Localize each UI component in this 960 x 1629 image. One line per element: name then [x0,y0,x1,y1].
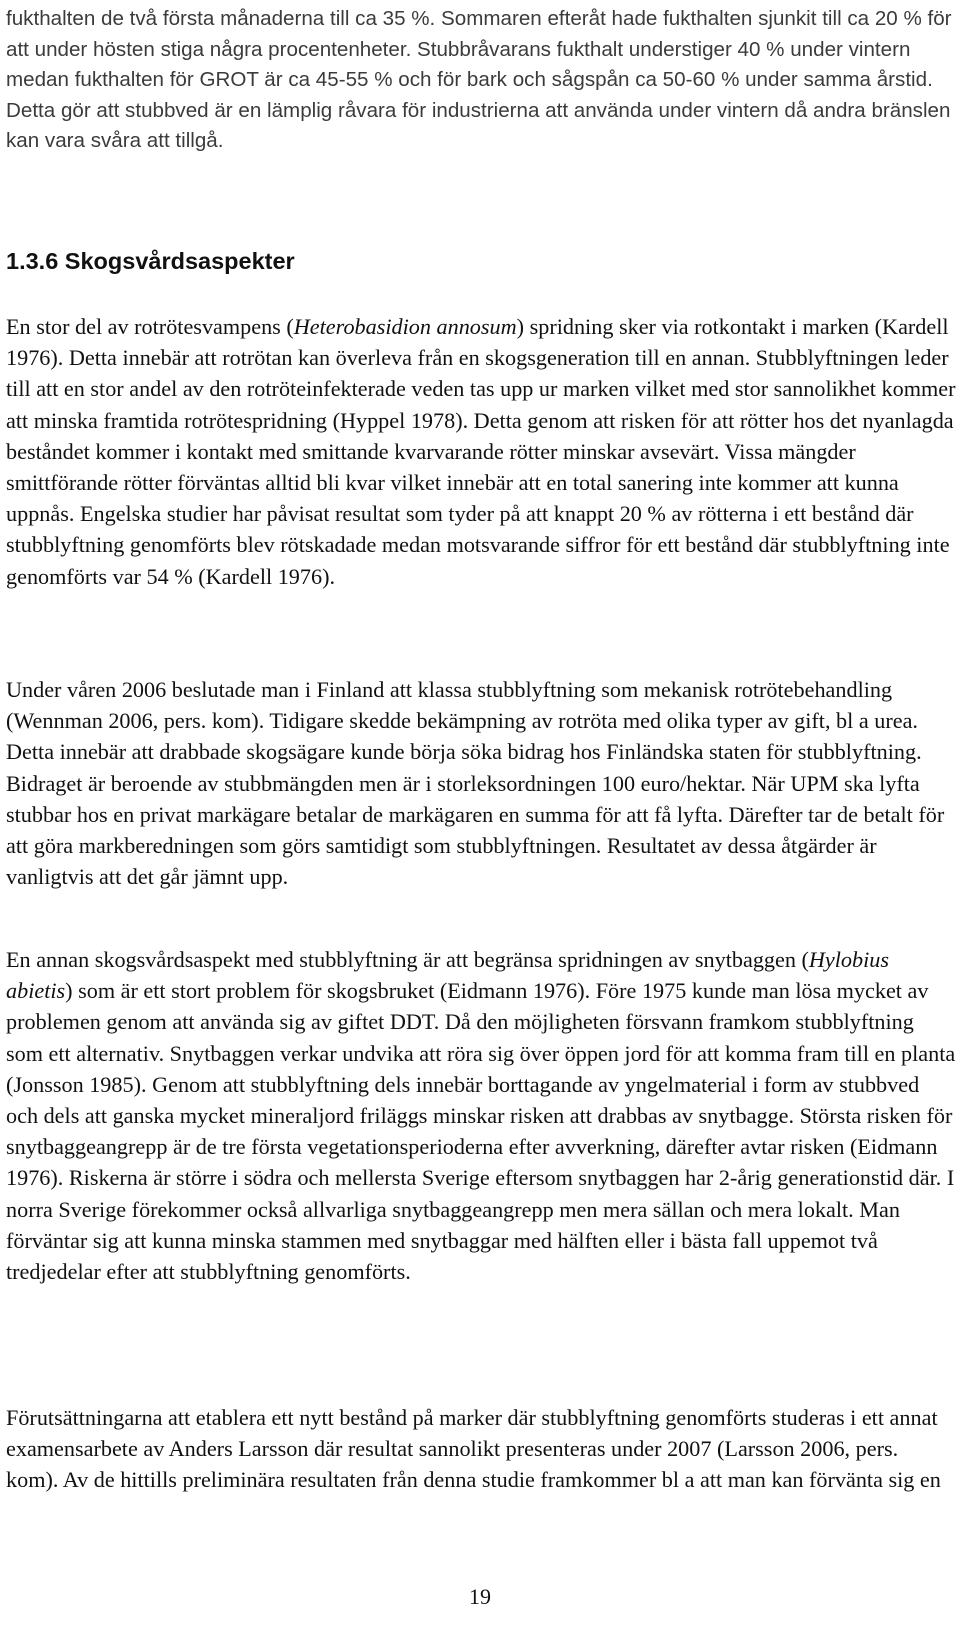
paragraph-text: En annan skogsvårdsaspekt med stubblyftning är att begränsa spridningen av snytbaggen ( [6,947,809,972]
paragraph-forutsattningar: Förutsättningarna att etablera ett nytt bestånd på marker där stubblyftning genomförts studeras i ett annat examensarbete av Anders Larsson där resultat sannolikt presenteras under 2007 (Larsson 2006, pers. kom). Av de hittills preliminära resultaten från denna studie framkommer bl a att man kan förvänta sig en [6,1405,941,1493]
paragraph-text: ) spridning sker via rotkontakt i marken (Kardell 1976). Detta innebär att rotrötan kan överleva från en skogsgeneration till en annan. Stubblyftningen leder till att en stor andel av den rotröteinfekterade veden tas upp ur marken vilket med stor sannolikhet kommer att minska framtida rotrötespridning (Hyppel 1978). Detta genom att risken för att rötter hos det nyanlagda beståndet kommer i kontakt med smittande kvarvarande rötter minskar avsevärt. Vissa mängder smittförande rötter förväntas alltid bli kvar vilket innebär att en total sanering inte kommer att kunna uppnås. Engelska studier har påvisat resultat som tyder på att knappt 20 % av rötterna i ett bestånd där stubblyftning genomförts blev rötskadade medan motsvarande siffror för ett bestånd där stubblyftning inte genomförts var 54 % (Kardell 1976). [6,314,956,589]
species-name-italic: Heterobasidion annosum [293,314,517,339]
paragraph-finland: Under våren 2006 beslutade man i Finland att klassa stubblyftning som mekanisk rotrötebehandling (Wennman 2006, pers. kom). Tidigare skedde bekämpning av rotröta med olika typer av gift, bl a urea. Detta innebär att drabbade skogsägare kunde börja söka bidrag hos Finländska staten för stubblyftning. Bidraget är beroende av stubbmängden men är i storleksordningen 100 euro/hektar. När UPM ska lyfta stubbar hos en privat markägare betalar de markägaren en summa för att få lyfta. Därefter tar de betalt för att göra markberedningen som görs samtidigt som stubblyftningen. Resultatet av dessa åtgärder är vanligtvis att det går jämnt upp. [6,677,945,890]
section-heading: 1.3.6 Skogsvårdsaspekter [6,248,295,274]
paragraph-text: En stor del av rotrötesvampens ( [6,314,294,339]
intro-paragraph: fukthalten de två första månaderna till ca 35 %. Sommaren efteråt hade fukthalten sjunkit till ca 20 % för att under hösten stiga några procentenheter. Stubbråvarans fukthalt understiger 40 % under vintern medan fukthalten för GROT är ca 45-55 % och för bark och sågspån ca 50-60 % under samma årstid. Detta gör att stubbved är en lämplig råvara för industrierna att använda under vintern då andra bränslen kan vara svåra att tillgå. [6,7,952,153]
paragraph-snytbagge [6,944,956,1287]
page-number: 19 [469,1584,491,1609]
paragraph-text: ) som är ett stort problem för skogsbruket (Eidmann 1976). Före 1975 kunde man lösa mycket av problemen genom att använda sig av giftet DDT. Då den möjligheten försvann framkom stubblyftning som ett alternativ. Snytbaggen verkar undvika att röra sig över öppen jord för att komma fram till en planta (Jonsson 1985). Genom att stubblyftning dels innebär borttagande av yngelmaterial i form av stubbved och dels att ganska mycket mineraljord friläggs minskar risken att drabbas av snytbagge. Största risken för snytbaggeangrepp är de tre första vegetationsperioderna efter avverkning, därefter avtar risken (Eidmann 1976). Riskerna är större i södra och mellersta Sverige eftersom snytbaggen har 2-årig generationstid där. I norra Sverige förekommer också allvarliga snytbaggeangrepp men mera sällan och mera lokalt. Man förväntar sig att kunna minska stammen med snytbaggar med hälften eller i bästa fall uppemot två tredjedelar efter att stubblyftning genomförts. [6,978,956,1285]
species-name-italic: Hylobius abietis [6,947,890,1004]
paragraph-rotrota [6,311,956,592]
